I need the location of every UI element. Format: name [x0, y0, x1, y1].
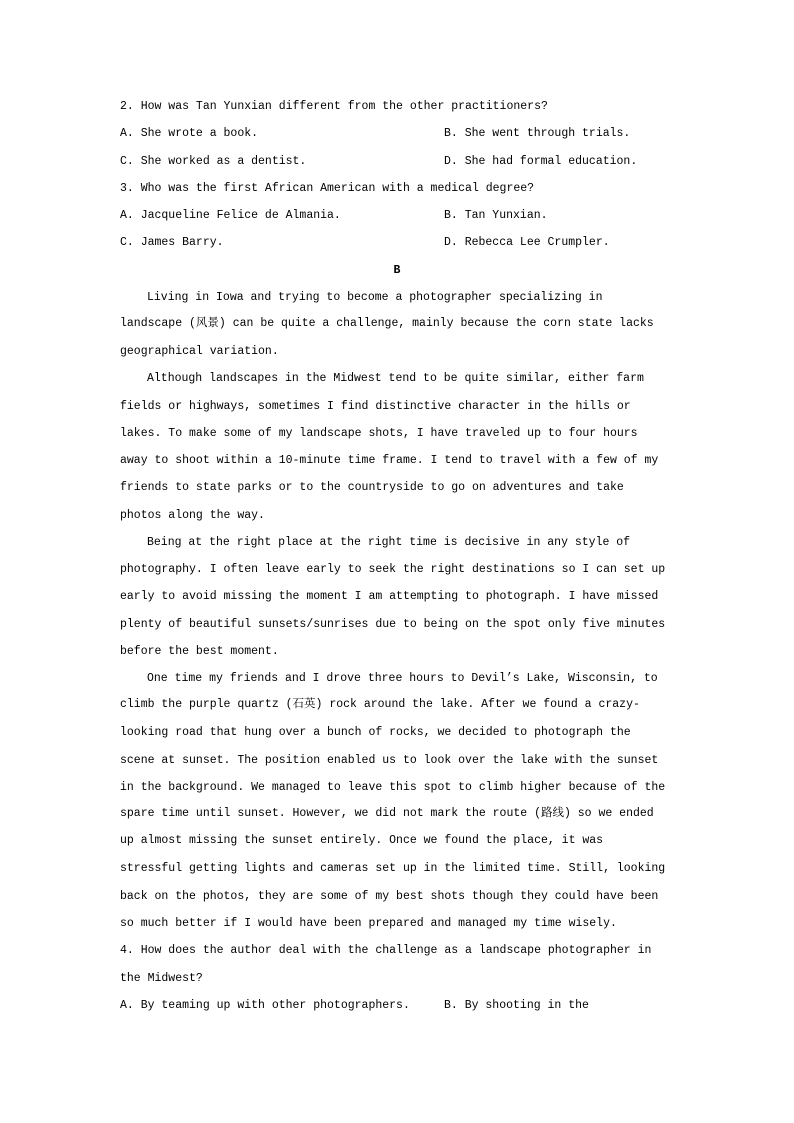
passage-line: plenty of beautiful sunsets/sunrises due to being on the spot only five minutes	[120, 618, 666, 631]
option-c: C. She worked as a dentist.	[120, 155, 307, 168]
passage-line: landscape (风景) can be quite a challenge, mainly because the corn state lacks	[120, 317, 654, 330]
option-a: A. Jacqueline Felice de Almania.	[120, 209, 341, 222]
section-heading: B	[393, 264, 401, 277]
question-2: 2. How was Tan Yunxian different from the other practitioners?	[120, 100, 548, 113]
option-a: A. By teaming up with other photographers.	[120, 999, 410, 1012]
option-d: D. Rebecca Lee Crumpler.	[444, 236, 610, 249]
option-b: B. Tan Yunxian.	[444, 209, 548, 222]
passage-line: scene at sunset. The position enabled us to look over the lake with the sunset	[120, 754, 659, 767]
option-d: D. She had formal education.	[444, 155, 638, 168]
question-4: 4. How does the author deal with the challenge as a landscape photographer in	[120, 944, 652, 957]
option-c: C. James Barry.	[120, 236, 224, 249]
passage-line: One time my friends and I drove three hours to Devil’s Lake, Wisconsin, to	[147, 672, 658, 685]
passage-line: photography. I often leave early to seek the right destinations so I can set up	[120, 563, 666, 576]
passage-line: Living in Iowa and trying to become a photographer specializing in	[147, 291, 603, 304]
passage-line: Being at the right place at the right time is decisive in any style of	[147, 536, 631, 549]
passage-line: Although landscapes in the Midwest tend to be quite similar, either farm	[147, 372, 644, 385]
passage-line: stressful getting lights and cameras set up in the limited time. Still, looking	[120, 862, 666, 875]
option-b: B. By shooting in the	[444, 999, 589, 1012]
question-4-cont: the Midwest?	[120, 972, 203, 985]
passage-line: climb the purple quartz (石英) rock around the lake. After we found a crazy-	[120, 698, 640, 711]
passage-line: lakes. To make some of my landscape shots, I have traveled up to four hours	[120, 427, 638, 440]
passage-line: early to avoid missing the moment I am attempting to photograph. I have missed	[120, 590, 659, 603]
option-b: B. She went through trials.	[444, 127, 631, 140]
passage-line: before the best moment.	[120, 645, 279, 658]
passage-line: spare time until sunset. However, we did not mark the route (路线) so we ended	[120, 807, 654, 820]
question-3: 3. Who was the first African American with a medical degree?	[120, 182, 535, 195]
option-a: A. She wrote a book.	[120, 127, 259, 140]
passage-line: back on the photos, they are some of my best shots though they could have been	[120, 890, 659, 903]
passage-line: looking road that hung over a bunch of rocks, we decided to photograph the	[120, 726, 631, 739]
passage-line: photos along the way.	[120, 509, 265, 522]
passage-line: friends to state parks or to the countryside to go on adventures and take	[120, 481, 624, 494]
passage-line: away to shoot within a 10-minute time frame. I tend to travel with a few of my	[120, 454, 659, 467]
passage-line: fields or highways, sometimes I find distinctive character in the hills or	[120, 400, 631, 413]
passage-line: in the background. We managed to leave this spot to climb higher because of the	[120, 781, 666, 794]
passage-line: up almost missing the sunset entirely. Once we found the place, it was	[120, 834, 604, 847]
passage-line: so much better if I would have been prepared and managed my time wisely.	[120, 917, 617, 930]
passage-line: geographical variation.	[120, 345, 279, 358]
